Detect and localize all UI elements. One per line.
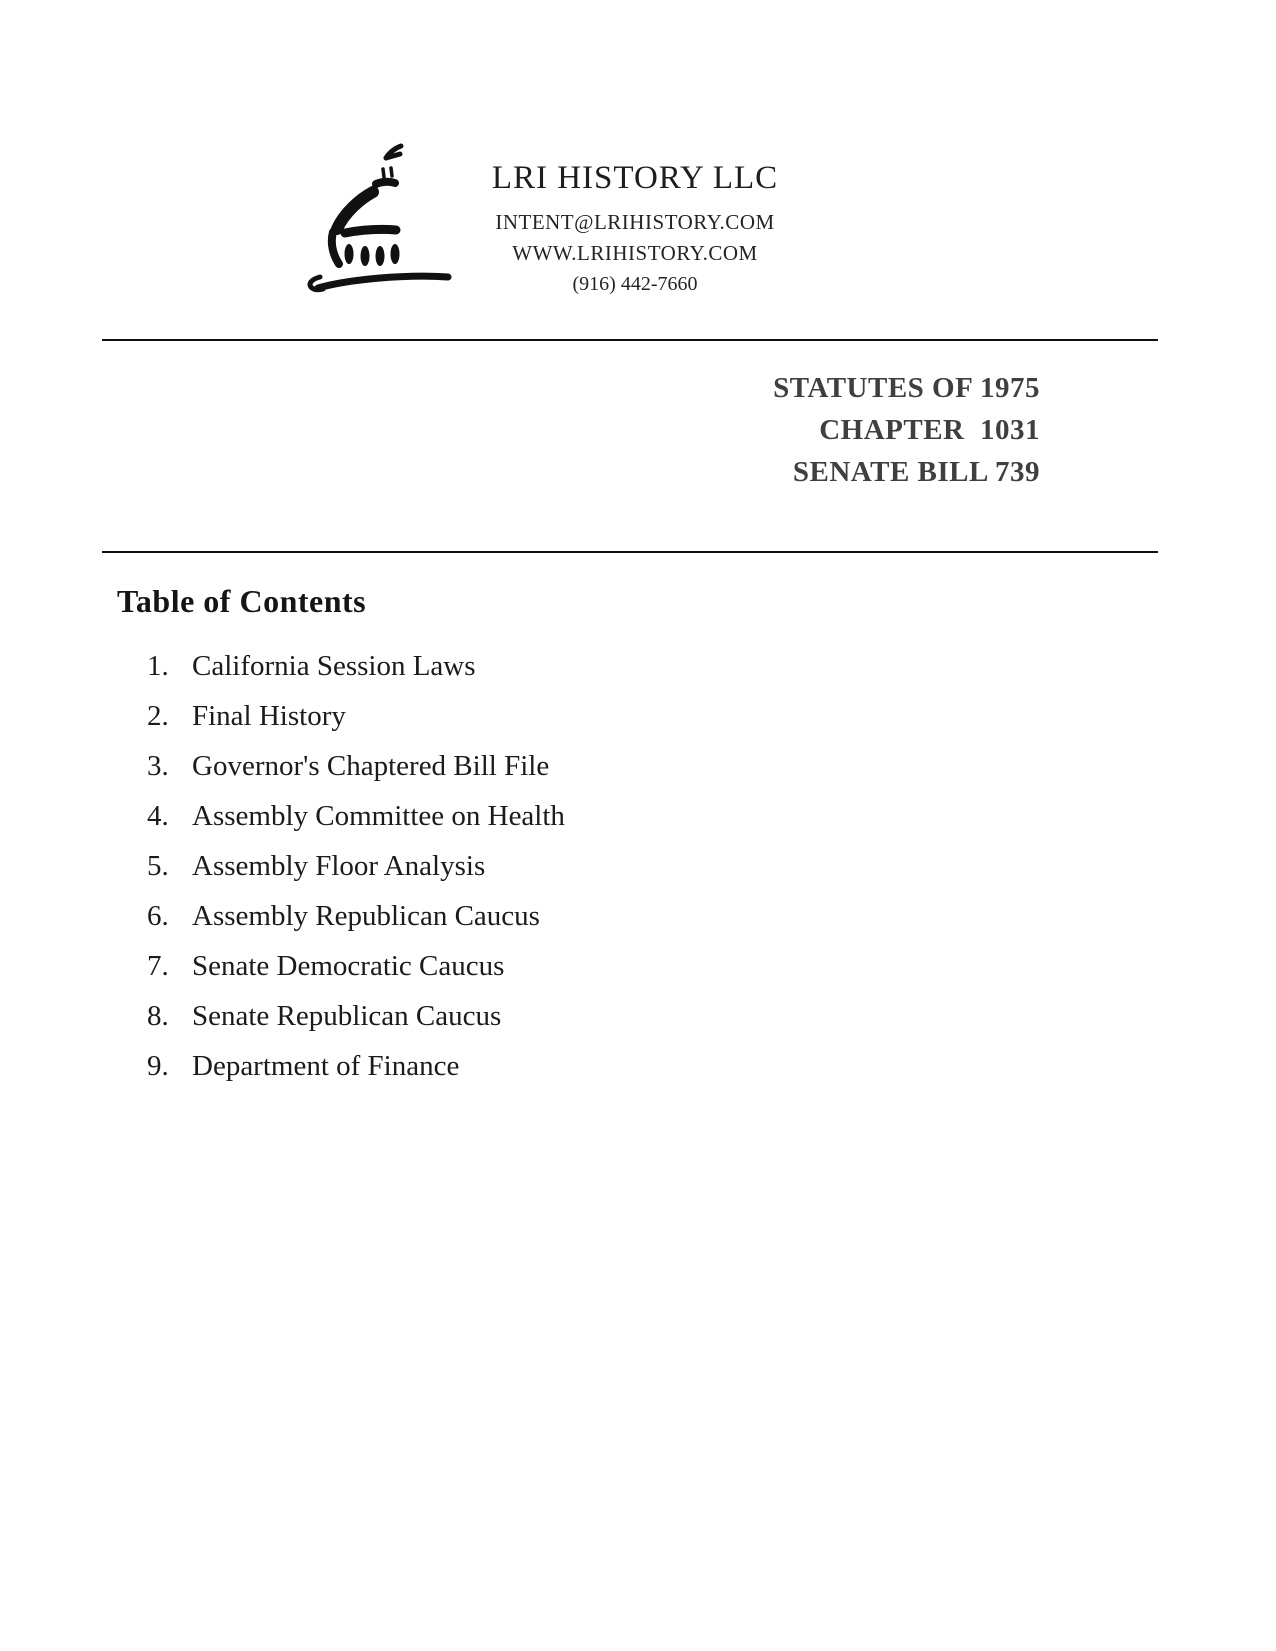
toc-entry-label: Department of Finance (192, 1050, 460, 1082)
toc-entry (147, 801, 565, 831)
toc-entry-label: Assembly Floor Analysis (192, 850, 486, 882)
statute-year: STATUTES OF 1975 (773, 372, 1040, 404)
toc-entry-label: California Session Laws (192, 650, 476, 682)
statute-chapter: CHAPTER 1031 (819, 414, 1040, 446)
divider-top (102, 339, 1158, 341)
toc-entry-number: 9. (147, 1050, 169, 1082)
toc-entry-number: 4. (147, 800, 169, 832)
toc-entry-number: 7. (147, 950, 169, 982)
toc-entry-number: 2. (147, 700, 169, 732)
toc-entry (147, 901, 565, 931)
toc-entry (147, 851, 565, 881)
letterhead-contact-block (455, 158, 815, 300)
toc-entry (147, 1001, 565, 1031)
statute-bill: SENATE BILL 739 (792, 456, 1040, 488)
capitol-dome-logo-icon (288, 130, 460, 296)
toc-entry-label: Senate Democratic Caucus (192, 950, 505, 982)
website-url: WWW.LRIHISTORY.COM (512, 241, 758, 265)
statute-block (102, 367, 1040, 493)
toc-entry-label: Governor's Chaptered Bill File (192, 750, 550, 782)
toc-entry-number: 1. (147, 650, 169, 682)
divider-bottom (102, 551, 1158, 553)
toc-entry-number: 6. (147, 900, 169, 932)
toc-title: Table of Contents (117, 583, 367, 619)
toc-entry-label: Assembly Committee on Health (192, 800, 565, 832)
toc-entry (147, 651, 565, 681)
phone-number: (916) 442-7660 (572, 273, 698, 295)
toc-entry (147, 951, 565, 981)
toc-entry (147, 1051, 565, 1081)
company-name: LRI HISTORY LLC (491, 160, 779, 196)
toc-list (147, 651, 565, 1101)
toc-entry-label: Final History (192, 700, 346, 732)
toc-entry-label: Assembly Republican Caucus (192, 900, 540, 932)
toc-entry-label: Senate Republican Caucus (192, 1000, 502, 1032)
toc-entry-number: 5. (147, 850, 169, 882)
toc-entry (147, 751, 565, 781)
toc-entry-number: 3. (147, 750, 169, 782)
email-address: INTENT@LRIHISTORY.COM (495, 210, 775, 234)
toc-entry (147, 701, 565, 731)
toc-entry-number: 8. (147, 1000, 169, 1032)
